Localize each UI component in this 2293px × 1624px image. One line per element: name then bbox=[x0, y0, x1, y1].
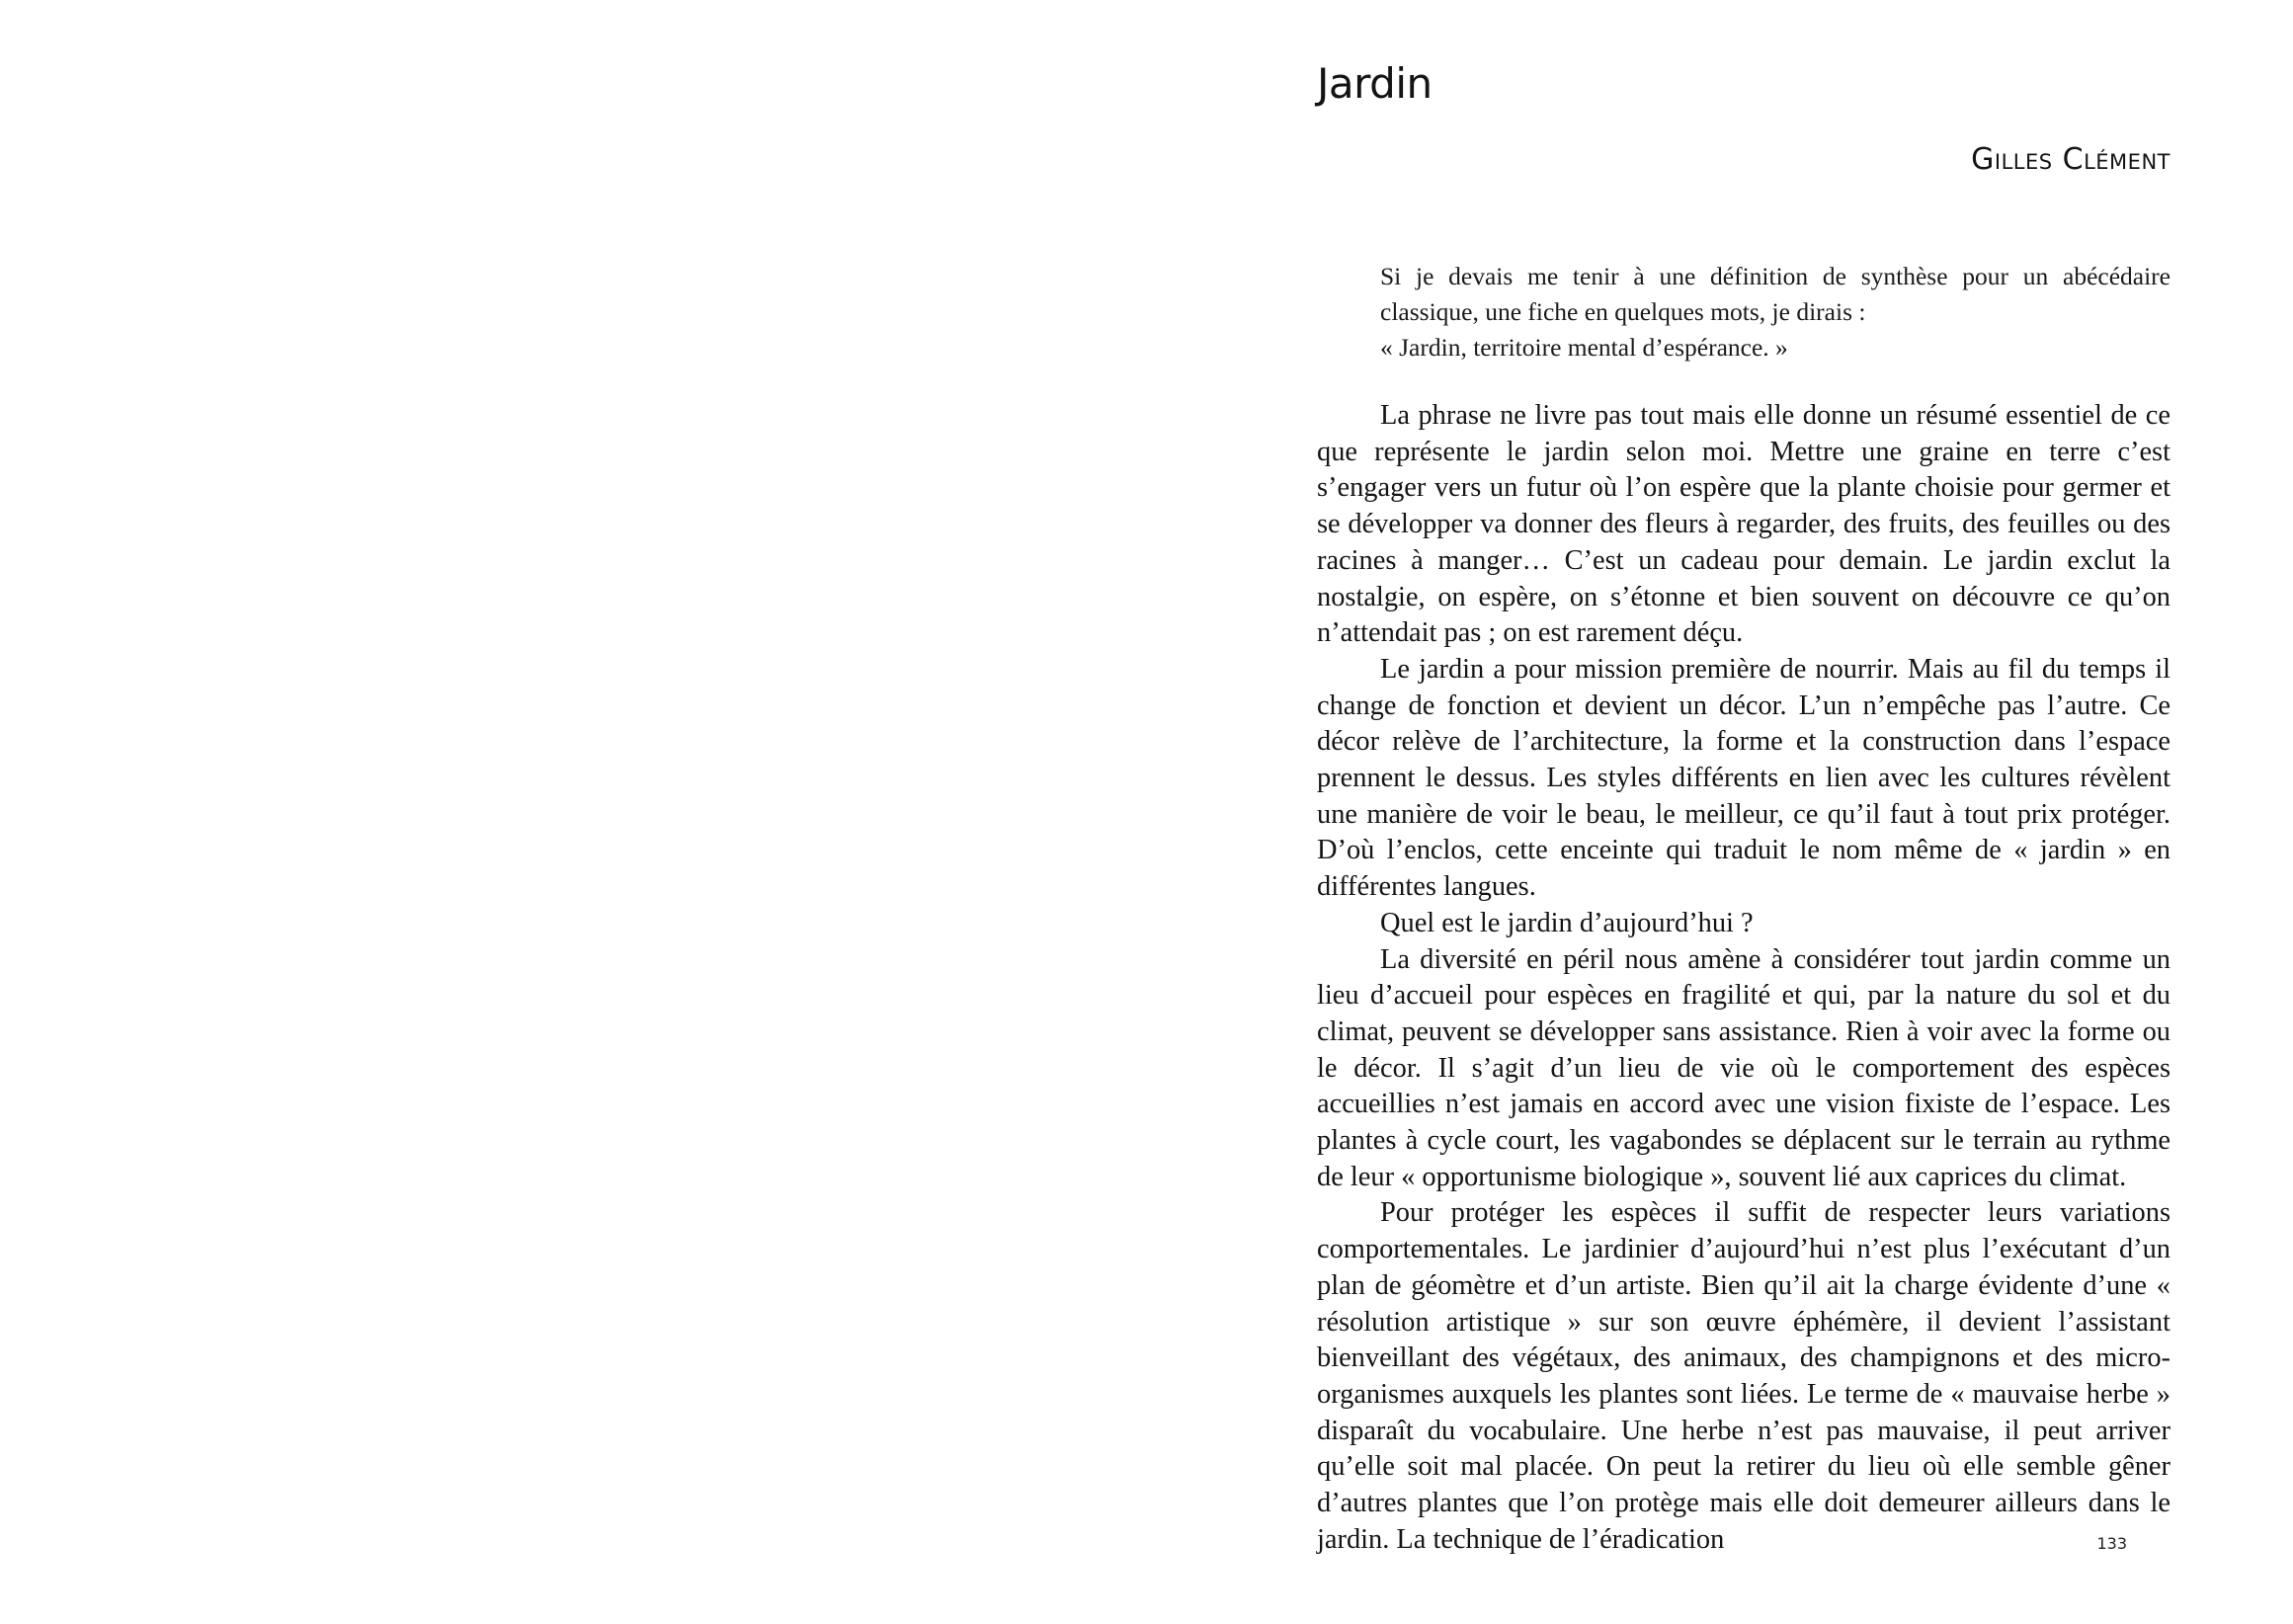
paragraph: La diversité en péril nous amène à considérer tout jardin comme un lieu d’accueil pour espèces en fragilité et qui, par la nature du sol et du climat, peuvent se développer sans assistance. Rien à voir avec la forme ou le décor. Il s’agit d’un lieu de vie où le comportement des espèces accueillies n’est jamais en accord avec une vision fixiste de l’espace. Les plantes à cycle court, les vagabondes se déplacent sur le terrain au rythme de leur « opportunisme biologique », souvent lié aux caprices du climat. bbox=[1317, 943, 2170, 1192]
epigraph-line: Si je devais me tenir à une définition de synthèse pour un abécédaire classique, une fiche en quelques mots, je dirais : bbox=[1380, 262, 2170, 326]
epigraph-quote: « Jardin, territoire mental d’espérance. » bbox=[1380, 333, 1788, 362]
body-text bbox=[1317, 398, 2170, 1559]
paragraph: Quel est le jardin d’aujourd’hui ? bbox=[1380, 907, 1754, 938]
author-name: Gilles Clément bbox=[1971, 142, 2170, 177]
left-page-blank bbox=[0, 0, 1146, 1624]
chapter-title: Jardin bbox=[1317, 59, 1433, 108]
paragraph: Pour protéger les espèces il suffit de respecter leurs variations comportementales. Le jardinier d’aujourd’hui n’est plus l’exécutant d’un plan de géomètre et d’un artiste. Bien qu’il ait la charge évidente d’une « résolution artistique » sur son œuvre éphémère, il devient l’assistant bienveillant des végétaux, des animaux, des champignons et des micro-organismes auxquels les plantes sont liées. Le terme de « mauvaise herbe » disparaît du vocabulaire. Une herbe n’est pas mauvaise, il peut arriver qu’elle soit mal placée. On peut la retirer du lieu où elle semble gêner d’autres plantes que l’on protège mais elle doit demeurer ailleurs dans le jardin. La technique de l’éradication bbox=[1317, 1197, 2170, 1555]
paragraph: Le jardin a pour mission première de nourrir. Mais au fil du temps il change de fonction et devient un décor. L’un n’empêche pas l’autre. Ce décor relève de l’architecture, la forme et la construction dans l’espace prennent le dessus. Les styles différents en lien avec les cultures révèlent une manière de voir le beau, le meilleur, ce qu’il faut à tout prix protéger. D’où l’enclos, cette enceinte qui traduit le nom même de « jardin » en différentes langues. bbox=[1317, 653, 2170, 903]
epigraph bbox=[1380, 259, 2170, 365]
page-number: 133 bbox=[2096, 1534, 2127, 1553]
paragraph: La phrase ne livre pas tout mais elle donne un résumé essentiel de ce que représente le jardin selon moi. Mettre une graine en terre c’est s’engager vers un futur où l’on espère que la plante choisie pour germer et se développer va donner des fleurs à regarder, des fruits, des feuilles ou des racines à manger… C’est un cadeau pour demain. Le jardin exclut la nostalgie, on espère, on s’étonne et bien souvent on découvre ce qu’on n’attendait pas ; on est rarement déçu. bbox=[1317, 400, 2170, 649]
